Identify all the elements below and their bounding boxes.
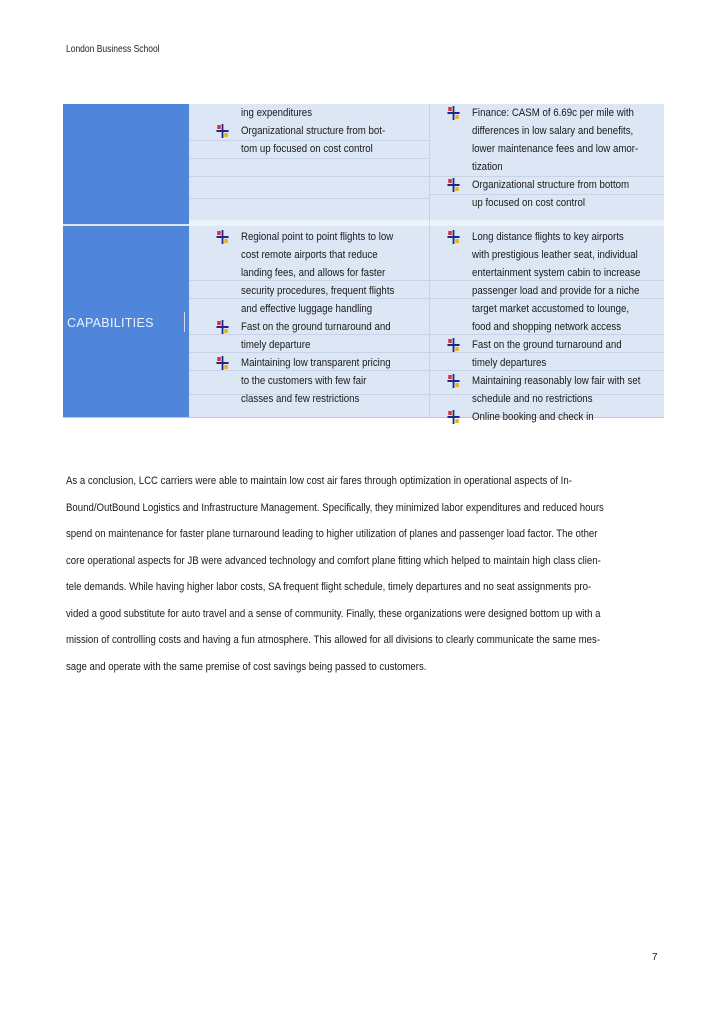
cell-line: ing expenditures — [241, 107, 313, 119]
row-label-column — [63, 104, 189, 418]
page-number: 7 — [652, 952, 658, 963]
cell-line: security procedures, frequent flights — [241, 285, 395, 297]
conclusion-line: spend on maintenance for faster plane turnaround leading to higher utilization of planes and passenger load factor. The other — [66, 528, 598, 540]
cell-line: Fast on the ground turnaround and — [472, 336, 640, 354]
cell-line: Maintaining low transparent pricing — [241, 354, 394, 372]
conclusion-line: As a conclusion, LCC carriers were able to maintain low cost air fares through optimization in operational aspects of In- — [66, 475, 572, 487]
cell-line: with prestigious leather seat, individual — [472, 249, 638, 261]
row-divider — [63, 224, 189, 226]
conclusion-line: sage and operate with the same premise of cost savings being passed to customers. — [66, 660, 427, 673]
cell-line: timely departure — [241, 339, 311, 351]
page-header — [66, 44, 160, 55]
cell-line: tization — [472, 161, 503, 173]
conclusion-line: core operational aspects for JB were advanced technology and comfort plane fitting which helped to maintain high class clien- — [66, 554, 601, 567]
grid-line — [189, 158, 429, 159]
cell-line: Fast on the ground turnaround and — [241, 318, 394, 336]
cell-line: food and shopping network access — [472, 321, 622, 333]
bullet-icon — [216, 320, 228, 334]
cell-line: target market accustomed to lounge, — [472, 303, 630, 315]
header-institution: London Business School — [66, 44, 160, 55]
bullet-icon — [447, 410, 459, 424]
row2-col-jb — [472, 228, 640, 426]
cell-line: Long distance flights to key airports — [472, 228, 640, 246]
cell-line: timely departures — [472, 357, 547, 369]
capabilities-label: CAPABILITIES — [67, 316, 154, 330]
row1-col-sa — [241, 104, 385, 158]
conclusion-line: mission of controlling costs and having a fun atmosphere. This allowed for all divisions to clearly communicate the same mes- — [66, 634, 601, 646]
grid-line — [189, 176, 429, 177]
cell-line: Organizational structure from bot- — [241, 122, 385, 140]
row2-col-sa — [241, 228, 394, 408]
cell-line: landing fees, and allows for faster — [241, 267, 386, 279]
bullet-icon — [216, 356, 228, 370]
cell-line: Maintaining reasonably low fair with set — [472, 372, 640, 390]
bullet-icon — [447, 178, 459, 192]
bullet-icon — [216, 124, 228, 138]
cell-line: Online booking and check in — [472, 408, 640, 426]
conclusion-line: Bound/OutBound Logistics and Infrastructure Management. Specifically, they minimized labor expenditures and reduced hours — [66, 501, 604, 514]
cell-line: Finance: CASM of 6.69c per mile with — [472, 104, 638, 122]
comparison-table — [63, 104, 664, 423]
cell-line: schedule and no restrictions — [472, 393, 593, 405]
cell-line: entertainment system cabin to increase — [472, 267, 641, 279]
cell-line: to the customers with few fair — [241, 375, 367, 387]
cell-line: Regional point to point flights to low — [241, 228, 394, 246]
cell-line: cost remote airports that reduce — [241, 249, 378, 261]
cell-line: passenger load and provide for a niche — [472, 285, 640, 297]
bullet-icon — [447, 374, 459, 388]
row-gap — [189, 220, 664, 226]
grid-line — [189, 198, 429, 199]
conclusion-paragraph — [66, 468, 666, 680]
bullet-icon — [447, 106, 459, 120]
cell-line: tom up focused on cost control — [241, 143, 373, 155]
cell-line: classes and few restrictions — [241, 393, 360, 405]
cell-line: up focused on cost control — [472, 197, 586, 209]
cell-line: differences in low salary and benefits, — [472, 125, 634, 137]
cell-line: Organizational structure from bottom — [472, 176, 638, 194]
cell-line: lower maintenance fees and low amor- — [472, 143, 639, 155]
row1-col-jb — [472, 104, 638, 212]
bullet-icon — [216, 230, 228, 244]
bullet-icon — [447, 230, 459, 244]
cell-line: and effective luggage handling — [241, 303, 373, 315]
conclusion-line: vided a good substitute for auto travel and a sense of community. Finally, these organizations were designed bottom up with a — [66, 607, 601, 620]
bullet-icon — [447, 338, 459, 352]
column-divider — [429, 104, 430, 418]
conclusion-line: tele demands. While having higher labor costs, SA frequent flight schedule, timely departures and no seat assignments pro- — [66, 581, 592, 593]
